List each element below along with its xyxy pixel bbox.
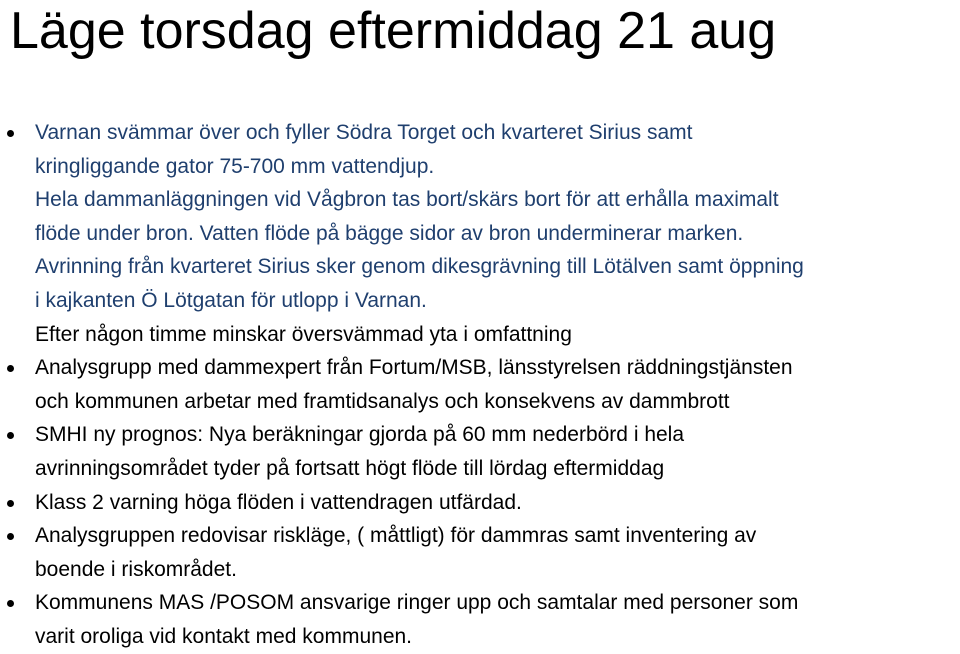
bullet-item xyxy=(0,351,953,418)
bullet-line: SMHI ny prognos: Nya beräkningar gjorda på 60 mm nederbörd i hela xyxy=(35,423,685,447)
bullet-line: i kajkanten Ö Lötgatan för utlopp i Varnan. xyxy=(35,288,427,312)
bullet-dot-icon xyxy=(7,365,14,372)
bullet-dot-icon xyxy=(7,432,14,439)
bullet-item xyxy=(0,116,953,351)
bullet-list xyxy=(0,116,960,654)
bullet-line: varit oroliga vid kontakt med kommunen. xyxy=(35,624,413,648)
bullet-line: flöde under bron. Vatten flöde på bägge sidor av bron underminerar marken. xyxy=(35,221,744,245)
bullet-item xyxy=(0,418,953,485)
bullet-line: avrinningsområdet tyder på fortsatt högt flöde till lördag eftermiddag xyxy=(35,456,665,480)
bullet-line: och kommunen arbetar med framtidsanalys och konsekvens av dammbrott xyxy=(35,389,730,413)
bullet-line: Analysgruppen redovisar riskläge, ( måttligt) för dammras samt inventering av xyxy=(35,524,757,548)
bullet-item xyxy=(0,519,953,586)
bullet-line: Analysgrupp med dammexpert från Fortum/MSB, länsstyrelsen räddningstjänsten xyxy=(35,356,793,380)
bullet-line: Hela dammanläggningen vid Vågbron tas bort/skärs bort för att erhålla maximalt xyxy=(35,188,779,212)
bullet-line: boende i riskområdet. xyxy=(35,557,237,581)
bullet-dot-icon xyxy=(7,130,14,137)
slide-title: Läge torsdag eftermiddag 21 aug xyxy=(10,2,777,60)
bullet-line: Avrinning från kvarteret Sirius sker genom dikesgrävning till Lötälven samt öppning xyxy=(35,255,804,279)
bullet-line: Varnan svämmar över och fyller Södra Torget och kvarteret Sirius samt xyxy=(35,121,693,144)
bullet-item xyxy=(0,486,953,520)
bullet-line: Kommunens MAS /POSOM ansvarige ringer upp och samtalar med personer som xyxy=(35,591,799,615)
bullet-line: Efter någon timme minskar översvämmad yta i omfattning xyxy=(35,322,572,346)
bullet-line: Klass 2 varning höga flöden i vattendragen utfärdad. xyxy=(35,490,522,514)
bullet-dot-icon xyxy=(7,500,14,507)
bullet-item xyxy=(0,586,953,653)
bullet-dot-icon xyxy=(7,533,14,540)
bullet-line: kringliggande gator 75-700 mm vattendjup. xyxy=(35,154,435,178)
bullet-dot-icon xyxy=(7,600,14,607)
